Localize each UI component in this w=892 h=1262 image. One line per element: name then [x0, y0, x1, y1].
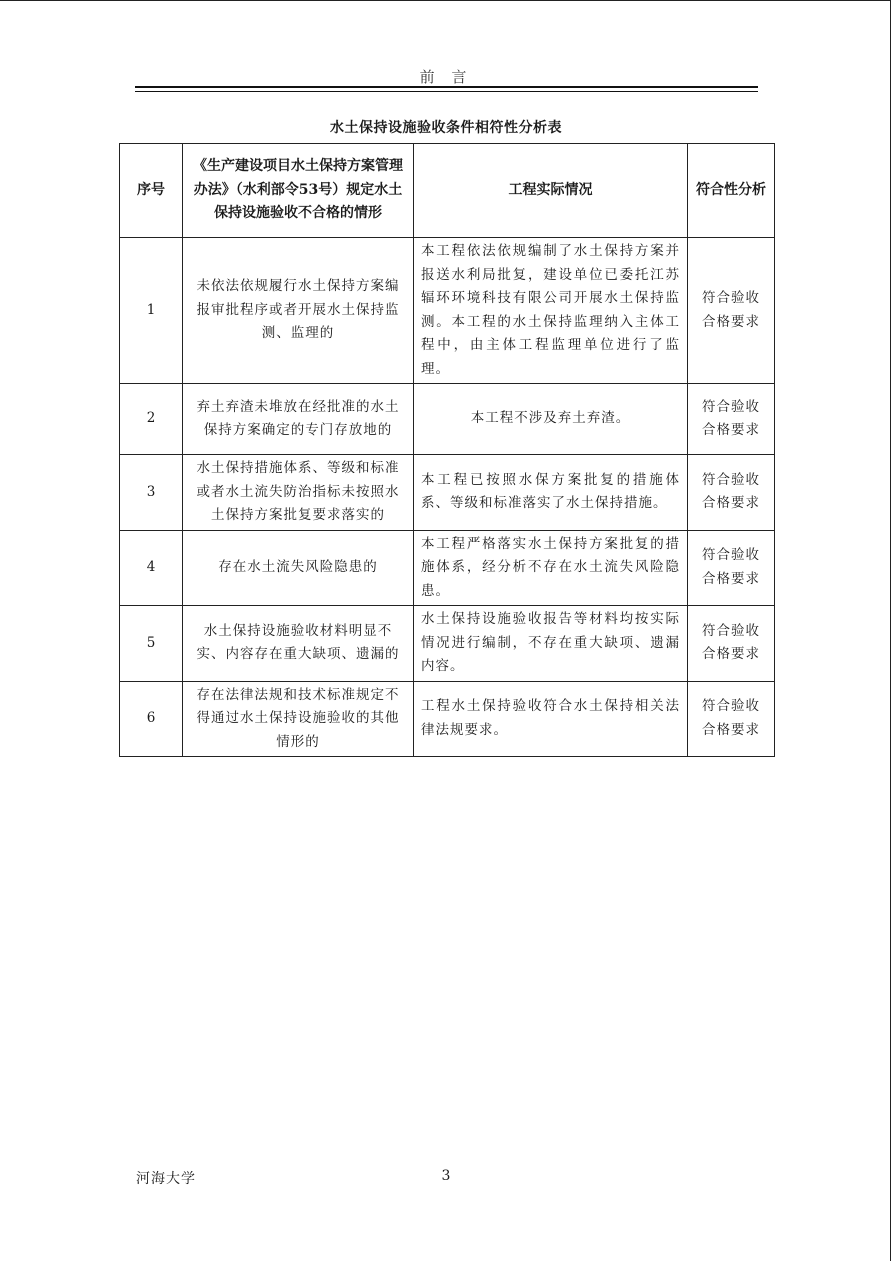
- result-cell: 符合验收合格要求: [688, 681, 775, 757]
- fact-cell: 本工程严格落实水土保持方案批复的措施体系，经分析不存在水土流失风险隐患。: [414, 530, 688, 606]
- rule-cell: 存在法律法规和技术标准规定不得通过水土保持设施验收的其他情形的: [183, 681, 414, 757]
- column-header-fact: 工程实际情况: [414, 144, 688, 238]
- row-number: 1: [120, 238, 183, 384]
- result-cell: 符合验收合格要求: [688, 384, 775, 455]
- header-rule-thick: [135, 86, 758, 88]
- rule-cell: 存在水土流失风险隐患的: [183, 530, 414, 606]
- table-row: [120, 384, 775, 455]
- result-cell: 符合验收合格要求: [688, 238, 775, 384]
- header-rule-thin: [135, 91, 758, 92]
- fact-cell: 水土保持设施验收报告等材料均按实际情况进行编制，不存在重大缺项、遗漏内容。: [414, 606, 688, 682]
- table-header-row: [120, 144, 775, 238]
- table-row: [120, 238, 775, 384]
- fact-cell: 工程水土保持验收符合水土保持相关法律法规要求。: [414, 681, 688, 757]
- section-header: 前 言: [419, 68, 473, 86]
- compliance-analysis-table: [119, 143, 775, 757]
- footer-page-number: 3: [441, 1168, 451, 1184]
- fact-cell: 本工程依法依规编制了水土保持方案并报送水利局批复，建设单位已委托江苏辐环环境科技有限公司开展水土保持监测。本工程的水土保持监理纳入主体工程中，由主体工程监理单位进行了监理。: [414, 238, 688, 384]
- rule-cell: 弃土弃渣未堆放在经批准的水土保持方案确定的专门存放地的: [183, 384, 414, 455]
- result-cell: 符合验收合格要求: [688, 455, 775, 531]
- row-number: 2: [120, 384, 183, 455]
- rule-cell: 水土保持设施验收材料明显不实、内容存在重大缺项、遗漏的: [183, 606, 414, 682]
- column-header-result: 符合性分析: [688, 144, 775, 238]
- row-number: 6: [120, 681, 183, 757]
- column-header-rule: 《生产建设项目水土保持方案管理办法》（水利部令53号）规定水土保持设施验收不合格的情形: [183, 144, 414, 238]
- column-header-no: 序号: [120, 144, 183, 238]
- table-row: [120, 530, 775, 606]
- rule-cell: 未依法依规履行水土保持方案编报审批程序或者开展水土保持监测、监理的: [183, 238, 414, 384]
- table-title: 水土保持设施验收条件相符性分析表: [330, 120, 562, 136]
- row-number: 4: [120, 530, 183, 606]
- table-row: [120, 455, 775, 531]
- fact-cell: 本工程已按照水保方案批复的措施体系、等级和标准落实了水土保持措施。: [414, 455, 688, 531]
- result-cell: 符合验收合格要求: [688, 530, 775, 606]
- footer-institution: 河海大学: [136, 1171, 196, 1187]
- row-number: 5: [120, 606, 183, 682]
- fact-cell: 本工程不涉及弃土弃渣。: [414, 384, 688, 455]
- table-row: [120, 681, 775, 757]
- rule-cell: 水土保持措施体系、等级和标准或者水土流失防治指标未按照水土保持方案批复要求落实的: [183, 455, 414, 531]
- table-row: [120, 606, 775, 682]
- result-cell: 符合验收合格要求: [688, 606, 775, 682]
- row-number: 3: [120, 455, 183, 531]
